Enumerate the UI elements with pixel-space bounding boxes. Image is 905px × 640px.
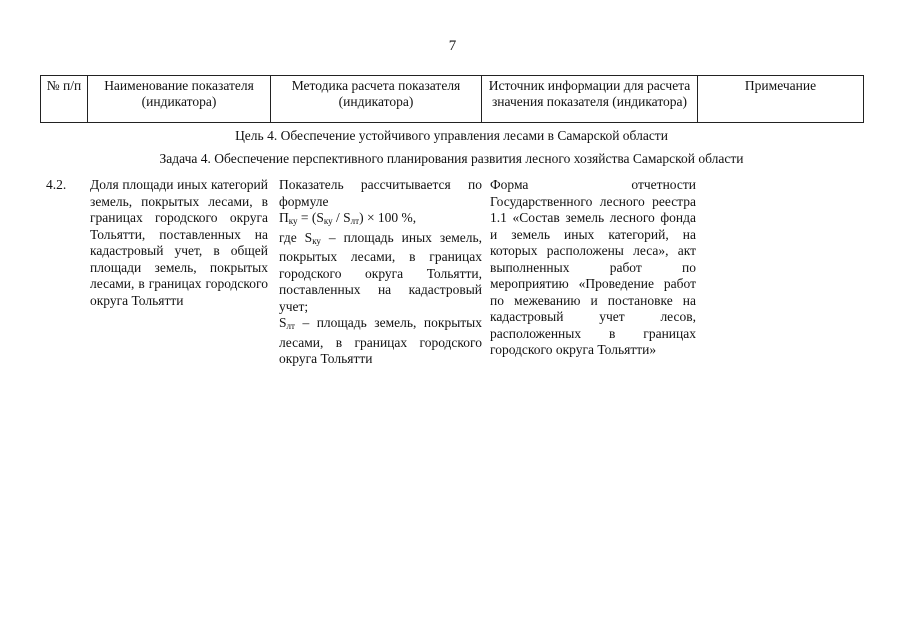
header-col-information-source: Источник информации для расчета значения показателя (индикатора): [482, 76, 698, 123]
information-source: Форма отчетности Государственного лесного реестра 1.1 «Состав земель лесного фонда и земель иных категорий, на которых расположены леса», акт выполненных работ по мероприятию «Проведение работ по межеванию и постановке на кадастровый учет лесов, расположенных в границах городского округа Тольятти»: [490, 177, 696, 357]
formula-p: П: [279, 210, 289, 225]
page-number: 7: [448, 38, 457, 54]
indicator-name: Доля площади иных категорий земель, покрытых лесами, в границах городского округа Тольятти, поставленных на кадастровый учет, в общей площади земель, покрытых лесами, в границах городского округа Тольятти: [90, 177, 268, 308]
formula-middle: = (S: [297, 210, 324, 225]
row-number: 4.2.: [46, 177, 67, 192]
formula-end: ) × 100 %,: [359, 210, 417, 225]
where-sub: ку: [312, 235, 321, 246]
def2-sub: лт: [286, 321, 295, 331]
formula-p-sub: ку: [288, 216, 298, 226]
method-def2: [279, 315, 482, 368]
method-where: [279, 230, 482, 316]
header-col-note: Примечание: [698, 76, 864, 123]
indicator-table-header: [40, 75, 864, 123]
task-heading: Задача 4. Обеспечение перспективного планирования развития лесного хозяйства Самарской области: [159, 151, 744, 166]
goal-heading: Цель 4. Обеспечение устойчивого управления лесами в Самарской области: [235, 128, 668, 143]
calculation-method: [279, 177, 482, 368]
header-col-number: № п/п: [41, 76, 88, 123]
method-intro: Показатель рассчитывается по формуле: [279, 177, 482, 209]
formula-s1-sub: ку: [323, 216, 333, 226]
def2-prefix: S: [279, 315, 287, 330]
def2-text: – площадь земель, покрытых лесами, в границах городского округа Тольятти: [279, 315, 482, 366]
where-text: – площадь иных земель, покрытых лесами, в границах городского округа Тольятти, поставленных на кадастровый учет;: [279, 229, 482, 314]
header-col-indicator-name: Наименование показателя (индикатора): [88, 76, 271, 123]
where-prefix: где S: [279, 229, 313, 245]
formula-slash: / S: [332, 210, 351, 225]
formula-s2-sub: лт: [350, 216, 360, 226]
method-formula: [279, 210, 482, 230]
header-col-calculation-method: Методика расчета показателя (индикатора): [271, 76, 482, 123]
